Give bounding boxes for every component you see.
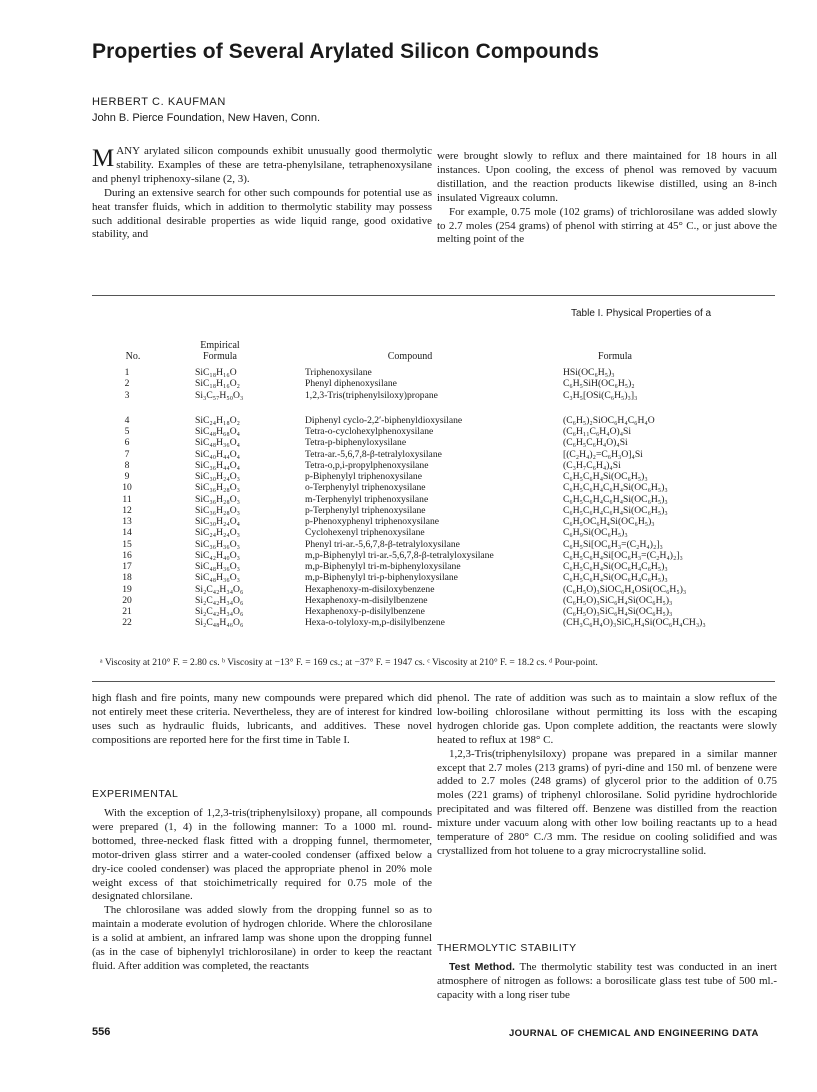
row-empirical-formula: Si₂C₄₂H₃₄O₆: [195, 606, 244, 617]
table-row: [92, 527, 775, 538]
row-empirical-formula: SiC₃₀H₂₄O₃: [195, 471, 240, 482]
row-compound-name: m,p-Biphenylyl tri-p-biphenyloxysilane: [305, 572, 458, 584]
row-empirical-formula: SiC₃₆H₂₈O₃: [195, 504, 240, 516]
table-footnote: ᵃ Viscosity at 210° F. = 2.80 cs. ᵇ Viscosity at −13° F. = 169 cs.; at −37° F. = 1947 cs. ᶜ Viscosity at 210° F. = 18.2 cs. ᵈ Pour-point.: [100, 657, 598, 668]
intro-right-paragraph-2: For example, 0.75 mole (102 grams) of trichlorosilane was added slowly to 2.7 moles (254 grams) of phenol with stirring at 45° C., or just above the melting point of the: [437, 205, 777, 246]
row-empirical-formula: SiC₁₈H₁₆O₂: [195, 378, 240, 390]
row-number: 14: [122, 527, 132, 539]
row-number: 19: [122, 583, 132, 595]
row-empirical-formula: SiC₃₆H₂₈O₃: [195, 482, 240, 494]
table-row: [92, 415, 775, 426]
row-empirical-formula: SiC₃₆H₃₆O₃: [195, 538, 240, 550]
row-formula: C₆H₉Si(OC₆H₅)₃: [563, 527, 628, 539]
row-formula: C₆H₅SiH(OC₆H₅)₂: [563, 378, 635, 390]
table-row: [92, 595, 775, 606]
page-number: 556: [92, 1026, 111, 1038]
table-row: [92, 471, 775, 482]
intro-paragraph-1: [92, 145, 432, 187]
row-compound-name: Triphenoxysilane: [305, 367, 372, 378]
row-empirical-formula: SiC₄₈H₆₈O₄: [195, 426, 240, 437]
row-number: 6: [124, 437, 130, 449]
row-empirical-formula: SiC₃₀H₂₄O₄: [195, 516, 240, 527]
intro-right-column: [437, 150, 777, 247]
body-left-paragraph-1: high flash and fire points, many new compounds were prepared which did not entirely meet these criteria. Nevertheless, they are of interest for kindred uses such as hydraulic fluids, lubricants, and additives. These novel compositions are reported here for the first time in Table I.: [92, 692, 432, 746]
row-formula: (C₆H₅O)₃SiOC₆H₄OSi(OC₆H₅)₃: [563, 583, 687, 595]
row-empirical-formula: SiC₄₂H₄₀O₃: [195, 549, 240, 561]
table-row: [92, 505, 775, 516]
body-left-column-lower: [92, 807, 432, 974]
row-compound-name: Phenyl diphenoxysilane: [305, 378, 397, 390]
table-bottom-rule: [92, 681, 775, 682]
table-header-empirical-line1: Empirical: [200, 340, 240, 351]
table-row: [92, 390, 775, 401]
body-left-paragraph-2: With the exception of 1,2,3-tris(triphenylsiloxy) propane, all compounds were prepared (1, 4) in the following manner: To a 1000 ml. round-bottomed, three-necked flask fitted with a dropping funnel, thermometer, motor-driven glass stirrer and a water-cooled condenser (affixed below a dry-ice cooled condenser) was placed the appropriate phenol in 20% mole weight excess of that stoichimetrically required for 0.75 mole of the designated chlorsilane.: [92, 807, 432, 903]
row-empirical-formula: Si₂C₄₂H₃₄O₆: [195, 583, 244, 595]
row-compound-name: Cyclohexenyl triphenoxysilane: [305, 527, 425, 539]
row-formula: (C₆H₅C₆H₄O)₄Si: [563, 437, 628, 449]
table-row: [92, 572, 775, 583]
row-formula: (C₆H₅O)₃SiC₆H₄Si(OC₆H₅)₃: [563, 606, 673, 617]
row-number: 22: [122, 617, 132, 629]
table-row: [92, 561, 775, 572]
table-header-empirical-line2: Formula: [203, 351, 237, 362]
row-formula: C₆H₅C₆H₄C₆H₄Si(OC₆H₅)₃: [563, 493, 668, 505]
row-number: 20: [122, 594, 132, 606]
row-number: 7: [124, 448, 130, 460]
row-number: 8: [124, 459, 130, 471]
row-formula: C₆H₅C₆H₄C₆H₄Si(OC₆H₅)₃: [563, 504, 668, 516]
row-compound-name: m,p-Biphenylyl tri-ar.-5,6,7,8-β-tetralyloxysilane: [305, 549, 494, 561]
row-formula: C₆H₅C₆H₄Si[OC₆H₃=(C₂H₄)₂]₃: [563, 549, 683, 561]
table-row: [92, 516, 775, 527]
row-empirical-formula: Si₃C₅₇H₅₀O₃: [195, 389, 244, 401]
table-row: [92, 617, 775, 628]
row-compound-name: Hexaphenoxy-m-disiloxybenzene: [305, 583, 435, 595]
table-row: [92, 539, 775, 550]
row-number: 3: [124, 389, 130, 401]
body-right-column: [437, 692, 777, 859]
row-formula: (C₆H₅O)₃SiC₆H₄Si(OC₆H₅)₃: [563, 594, 673, 606]
row-number: 17: [122, 561, 132, 572]
row-formula: C₆H₅C₆H₄C₆H₄Si(OC₆H₅)₃: [563, 482, 668, 494]
row-compound-name: p-Terphenylyl triphenoxysilane: [305, 504, 426, 516]
table-row: [92, 606, 775, 617]
row-formula: HSi(OC₆H₅)₃: [563, 367, 615, 378]
intro-left-column: [92, 145, 432, 242]
row-formula: (C₃H₇C₆H₄)₄Si: [563, 459, 621, 471]
table-row: [92, 367, 775, 378]
table-row: [92, 449, 775, 460]
body-right-paragraph-3: [437, 961, 777, 1003]
row-number: 12: [122, 504, 132, 516]
body-left-column: [92, 692, 432, 748]
thermolytic-stability-heading: THERMOLYTIC STABILITY: [437, 942, 577, 954]
intro-right-paragraph-1: were brought slowly to reflux and there maintained for 18 hours in all instances. Upon cooling, the excess of phenol was removed by vacuum distillation, and the reaction products likewise distilled, using an 8-inch insulated Vigreaux column.: [437, 150, 777, 204]
table-row: [92, 482, 775, 493]
row-empirical-formula: SiC₄₈H₃₆O₃: [195, 561, 240, 572]
row-number: 5: [124, 426, 130, 437]
body-right-column-lower: [437, 961, 777, 1003]
row-formula: [(C₂H₄)₂=C₆H₃O]₄Si: [563, 448, 643, 460]
row-formula: (C₆H₅)₂SiOC₆H₄C₆H₄O: [563, 414, 655, 426]
table-caption: Table I. Physical Properties of a: [571, 308, 712, 319]
row-number: 9: [124, 471, 130, 482]
row-number: 13: [122, 516, 132, 527]
row-number: 18: [122, 572, 132, 584]
row-compound-name: m-Terphenylyl triphenoxysilane: [305, 493, 429, 505]
table-header-no: No.: [125, 351, 141, 362]
row-compound-name: Hexaphenoxy-m-disilylbenzene: [305, 594, 428, 606]
row-formula: C₆H₅OC₆H₄Si(OC₆H₅)₃: [563, 516, 655, 527]
experimental-heading: EXPERIMENTAL: [92, 788, 179, 800]
table-row: [92, 426, 775, 437]
row-compound-name: Phenyl tri-ar.-5,6,7,8-β-tetralyloxysilane: [305, 538, 460, 550]
table-header-formula: Formula: [598, 351, 632, 362]
row-empirical-formula: Si₂C₄₂H₃₄O₆: [195, 594, 244, 606]
row-formula: C₆H₅C₆H₄Si(OC₆H₅)₃: [563, 471, 648, 482]
row-compound-name: m,p-Biphenylyl tri-m-biphenyloxysilane: [305, 561, 461, 572]
row-compound-name: Diphenyl cyclo-2,2′-biphenyldioxysilane: [305, 414, 463, 426]
row-compound-name: o-Terphenylyl triphenoxysilane: [305, 482, 426, 494]
row-formula: C₃H₅[OSi(C₆H₅)₃]₃: [563, 389, 638, 401]
row-empirical-formula: SiC₄₈H₃₆O₄: [195, 437, 240, 449]
row-compound-name: p-Biphenylyl triphenoxysilane: [305, 471, 422, 482]
row-number: 15: [122, 538, 132, 550]
row-compound-name: Hexaphenoxy-p-disilylbenzene: [305, 606, 425, 617]
body-right-paragraph-2: 1,2,3-Tris(triphenylsiloxy) propane was prepared in a similar manner except that 2.7 moles (213 grams) of pyri-dine and 150 ml. of benzene were added to 2.7 moles (248 grams) of glycerol prior to the addition of 0.75 moles (221 grams) of triphenyl chlorosilane. Solid pyridine hydrochloride precipitated and was filtered off. Benzene was distilled from the reaction mixture under vacuum along with other low boiling reactants up to a head temperature of 280° C./3 mm. The residue on cooling solidified and was crystallized from hot toluene to a gray microcrystalline solid.: [437, 747, 777, 857]
row-formula: C₆H₅C₆H₄Si(OC₆H₄C₆H₅)₃: [563, 561, 668, 572]
intro-paragraph-2: During an extensive search for other such compounds for potential use as heat transfer fluids, which in addition to thermolytic stability may possess such additional desirable properties as wide liquid range, good oxidative stability, and: [92, 186, 432, 241]
table-header-empirical: [180, 340, 260, 362]
row-empirical-formula: SiC₁₈H₁₆O: [195, 367, 237, 378]
row-empirical-formula: Si₂C₄₈H₄₆O₆: [195, 617, 244, 629]
body-left-paragraph-3: The chlorosilane was added slowly from the dropping funnel so as to maintain a moderate evolution of hydrogen chloride. Where the chlorosilane is a solid at ambient, an infrared lamp was shone upon the dropping funnel (as in the case of biphenylyl trichlorosilane) in order to keep the reactant fluid. After addition was completed, the reactants: [92, 904, 432, 972]
row-number: 1: [124, 367, 130, 378]
row-formula: C₆H₅Si[OC₆H₃=(C₂H₄)₂]₃: [563, 538, 663, 550]
row-compound-name: 1,2,3-Tris(triphenylsiloxy)propane: [305, 389, 438, 401]
row-compound-name: Tetra-p-biphenyloxysilane: [305, 437, 407, 449]
row-number: 2: [124, 378, 130, 390]
drop-cap: M: [92, 145, 115, 172]
article-title: Properties of Several Arylated Silicon Compounds: [92, 40, 599, 63]
table-header-compound: Compound: [387, 351, 433, 362]
row-compound-name: Tetra-o,p,i-propylphenoxysilane: [305, 459, 429, 471]
row-number: 11: [122, 493, 132, 505]
table-row: [92, 494, 775, 505]
row-empirical-formula: SiC₄₈H₃₆O₃: [195, 572, 240, 584]
table-top-rule: [92, 295, 775, 296]
row-empirical-formula: SiC₄₀H₄₄O₄: [195, 448, 240, 460]
row-compound-name: p-Phenoxyphenyl triphenoxysilane: [305, 516, 440, 527]
row-formula: (CH₃C₆H₄O)₃SiC₆H₄Si(OC₆H₄CH₃)₃: [563, 617, 706, 629]
intro-paragraph-1-text: ANY arylated silicon compounds exhibit unusually good thermolytic stability. Examples of these are tetra-phenylsilane, tetraphenoxysilane and phenyl triphenoxy-silane (2, 3).: [92, 145, 432, 185]
row-number: 4: [124, 414, 130, 426]
body-right-paragraph-1: phenol. The rate of addition was such as to maintain a slow reflux of the low-boiling chlorosilane without permitting its loss with the escaping hydrogen chloride gas. Upon complete addition, the reactants were slowly heated to reflux at 198° C.: [437, 692, 777, 746]
table-row: [92, 550, 775, 561]
row-compound-name: Tetra-ar.-5,6,7,8-β-tetralyloxysilane: [305, 448, 442, 460]
author-name: HERBERT C. KAUFMAN: [92, 96, 226, 108]
table-row: [92, 378, 775, 389]
row-number: 21: [122, 606, 132, 617]
journal-name: JOURNAL OF CHEMICAL AND ENGINEERING DATA: [509, 1028, 759, 1039]
table-row: [92, 584, 775, 595]
row-formula: C₆H₅C₆H₄Si(OC₆H₄C₆H₅)₃: [563, 572, 668, 584]
row-compound-name: Tetra-o-cyclohexylphenoxysilane: [305, 426, 434, 437]
row-number: 16: [122, 549, 132, 561]
table-row: [92, 460, 775, 471]
test-method-label: Test Method.: [449, 961, 515, 973]
row-empirical-formula: SiC₂₄H₂₄O₃: [195, 527, 240, 539]
row-empirical-formula: SiC₃₆H₂₈O₃: [195, 493, 240, 505]
author-affiliation: John B. Pierce Foundation, New Haven, Conn.: [92, 112, 321, 124]
row-formula: (C₆H₁₁C₆H₄O)₄Si: [563, 426, 632, 437]
test-method-text: The thermolytic stability test was conducted in an inert atmosphere of nitrogen as follows: a borosilicate glass test tube of 500 ml.-capacity with a long riser tube: [437, 961, 777, 1001]
row-empirical-formula: SiC₃₆H₄₄O₄: [195, 459, 240, 471]
row-empirical-formula: SiC₂₄H₁₈O₂: [195, 414, 240, 426]
row-number: 10: [122, 482, 132, 494]
table-row: [92, 437, 775, 448]
row-compound-name: Hexa-o-tolyloxy-m,p-disilylbenzene: [305, 617, 445, 629]
